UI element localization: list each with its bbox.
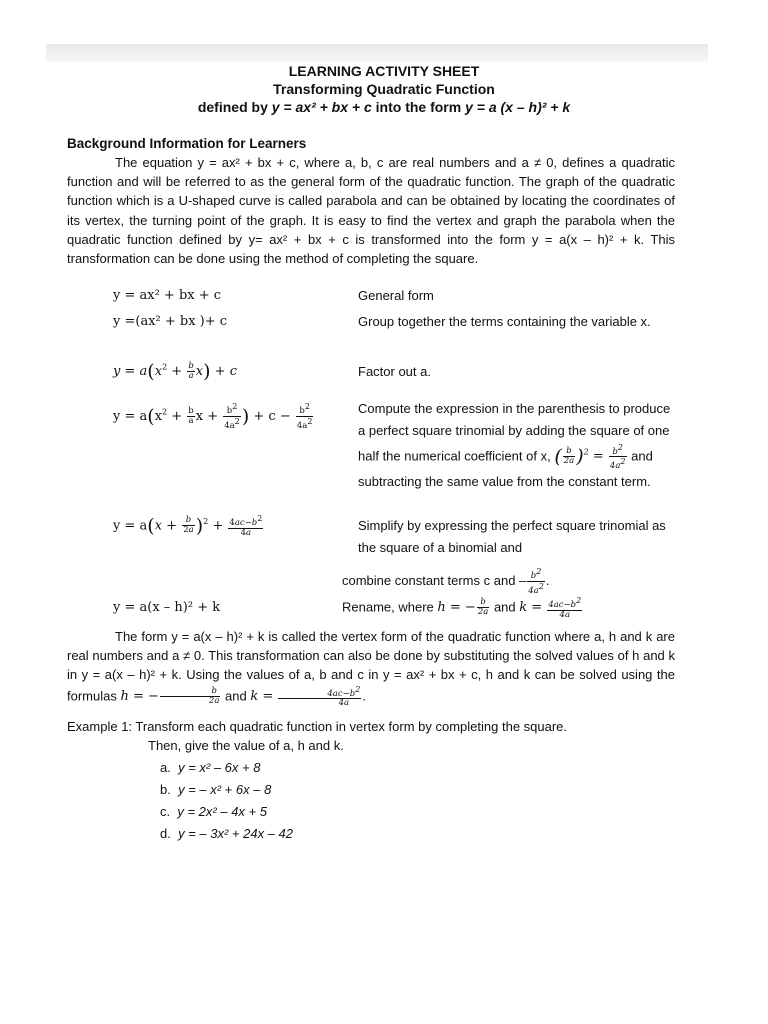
step-group-desc: Group together the terms containing the variable x. — [358, 314, 651, 329]
sheet-subtitle-equation: defined by y = ax² + bx + c into the form y = a (x – h)² + k — [197, 99, 571, 115]
step-general-form-math: y = ax² + bx + c — [113, 288, 222, 303]
step-factor-desc: Factor out a. — [358, 364, 431, 379]
step-group-math: y =(ax² + bx )+ c — [113, 314, 228, 329]
background-paragraph: The equation y = ax² + bx + c, where a, b, c are real numbers and a ≠ 0, defines a quadratic function and will be referred to as the general form of the quadratic function. The graph of the quadratic function which is a U-shaped curve is called parabola and can be obtained by locating the coordinates of its vertex, the turning point of the graph. It is easy to find the vertex and graph the parabola when the quadratic function defined by y= ax² + bx + c is transformed into the form y = a(x – h)² + k. This transformation can be done using the method of completing the square. — [67, 155, 675, 267]
sheet-subtitle: Transforming Quadratic Function — [273, 81, 495, 97]
example-item-b: b. y = – x² + 6x – 8 — [160, 782, 272, 797]
step-combine-desc: combine constant terms c and – $\frac{b^2}{4a^2}$ . — [342, 567, 550, 596]
example-item-a: a. y = x² – 6x + 8 — [160, 760, 261, 775]
example-instruction: Example 1: Transform each quadratic function in vertex form by completing the square. — [67, 719, 568, 734]
example-instruction-cont: Then, give the value of a, h and k. — [148, 738, 344, 753]
step-complete-math: $y = a(x^2$ + $\frac{b}{a}$ x + $\frac{b^2}{4a^2}$ ) + c − $\frac{b^2}{4a^2}$ — [113, 402, 313, 431]
vertex-form-paragraph: The form y = a(x – h)² + k is called the vertex form of the quadratic function where a, h and k are real numbers and a ≠ 0. This transformation can also be done by substituting the solved values of h and k in y = a(x – h)² + k. Using the values of a, b and c in y = ax² + bx + c, h and k can be solved using the formulas h = − $\frac{b}{2a}$ and k = $\frac{4ac-b^2}{4a}$ . — [67, 629, 675, 709]
example-item-c: c. y = 2x² – 4x + 5 — [160, 804, 267, 819]
sheet-title: LEARNING ACTIVITY SHEET — [288, 63, 480, 79]
step-simplify-math: y = a(x + $\frac{b}{2a}$ )$^2$ + $\frac{4ac-b^2}{4a}$ — [113, 514, 263, 538]
example-item-d: d. y = – 3x² + 24x – 42 — [160, 826, 293, 841]
step-rename-math: y = a(x – h)² + k — [113, 600, 221, 615]
step-factor-math: $y = a(x^2$ + $\frac{b}{a}$ x) + c — [113, 360, 237, 383]
background-heading: Background Information for Learners — [67, 136, 307, 151]
step-simplify-desc: Simplify by expressing the perfect square trinomial as the square of a binomial and — [358, 518, 666, 555]
step-complete-desc: Compute the expression in the parenthesis to produce a perfect square trinomial by adding the square of one half the numerical coefficient of x, ( $\frac{b}{2a}$ )$^2$ = $\frac{b^2}{4a^2}$ and subtracting the same value from the constant term. — [358, 401, 671, 490]
step-rename-desc: Rename, where h = − $\frac{b}{2a}$ and k = $\frac{4ac-b^2}{4a}$ — [342, 596, 582, 620]
step-general-form-desc: General form — [358, 288, 434, 303]
